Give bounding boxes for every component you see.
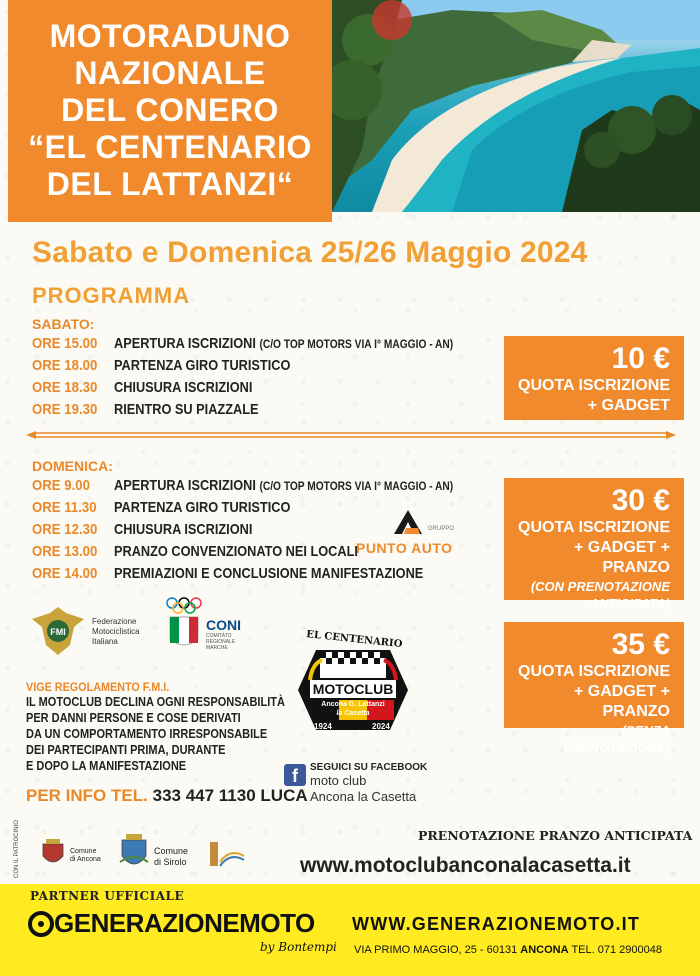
info-label: PER INFO bbox=[26, 786, 107, 805]
fmi-logo-icon bbox=[30, 605, 86, 657]
gm-address-street: VIA PRIMO MAGGIO, 25 - 60131 bbox=[354, 944, 518, 956]
facebook-line: Ancona la Casetta bbox=[310, 789, 417, 804]
section-divider bbox=[26, 430, 676, 440]
activity-note: (C/O TOP MOTORS VIA I° MAGGIO - AN) bbox=[259, 478, 454, 493]
price-label: + GADGET + PRANZO bbox=[573, 539, 670, 576]
disclaimer bbox=[26, 680, 286, 774]
schedule-activity: PARTENZA GIRO TURISTICO bbox=[114, 498, 291, 516]
price-amount: 35 € bbox=[611, 628, 670, 661]
sabato-label: SABATO: bbox=[32, 316, 95, 332]
svg-text:FMI: FMI bbox=[50, 627, 66, 637]
schedule-row bbox=[32, 376, 513, 398]
schedule-time: ORE 13.00 bbox=[32, 542, 98, 560]
fmi-line: Motociclistica bbox=[92, 627, 140, 636]
price-label: QUOTA ISCRIZIONE bbox=[518, 377, 670, 394]
price-label: + GADGET bbox=[587, 397, 670, 414]
punto-auto-logo bbox=[356, 506, 460, 565]
title-line-5: DEL LATTANZI“ bbox=[46, 166, 294, 202]
schedule-time: ORE 14.00 bbox=[32, 564, 98, 582]
coni-logo-icon bbox=[164, 595, 204, 651]
price-label: + GADGET + PRANZO bbox=[573, 683, 670, 720]
sirolo-crest-icon bbox=[118, 832, 150, 872]
gm-address-tel: TEL. 071 2900048 bbox=[571, 944, 662, 956]
disclaimer-line: DEI PARTECIPANTI PRIMA, DURANTE bbox=[26, 743, 226, 757]
schedule-time: ORE 18.00 bbox=[32, 356, 98, 374]
schedule-activity: PRANZO CONVENZIONATO NEI LOCALI bbox=[114, 542, 358, 560]
fmi-line: Italiana bbox=[92, 637, 118, 646]
price-label: QUOTA ISCRIZIONE bbox=[518, 519, 670, 536]
fmi-line: Federazione bbox=[92, 617, 137, 626]
beach-photo bbox=[332, 0, 700, 212]
facebook-head: SEGUICI SU FACEBOOK bbox=[310, 762, 428, 773]
disclaimer-line: DA UN COMPORTAMENTO IRRESPONSABILE bbox=[26, 727, 268, 741]
generazionemoto-logo bbox=[28, 908, 315, 939]
price-note: (CON PRENOTAZIONE bbox=[530, 579, 670, 594]
disclaimer-line: IL MOTOCLUB DECLINA OGNI RESPONSABILITÀ bbox=[26, 695, 285, 709]
sabato-schedule bbox=[32, 332, 513, 420]
schedule-time: ORE 9.00 bbox=[32, 476, 90, 494]
price-note: ANTICIPATA) bbox=[589, 596, 670, 611]
schedule-time: ORE 12.30 bbox=[32, 520, 98, 538]
third-logo-icon bbox=[206, 836, 246, 872]
price-amount: 30 € bbox=[611, 484, 670, 517]
comune-text: di Ancona bbox=[70, 856, 101, 863]
schedule-activity bbox=[114, 477, 453, 494]
schedule-activity bbox=[114, 335, 453, 352]
ancona-crest-icon bbox=[40, 838, 66, 868]
motoclub-sub1: Ancona G. Lattanzi bbox=[321, 701, 385, 708]
price-box-30 bbox=[504, 478, 684, 611]
schedule-activity: CHIUSURA ISCRIZIONI bbox=[114, 520, 253, 538]
event-date: Sabato e Domenica 25/26 Maggio 2024 bbox=[32, 236, 588, 269]
activity-text: APERTURA ISCRIZIONI bbox=[114, 334, 256, 352]
gm-address-city: ANCONA bbox=[520, 944, 569, 956]
schedule-activity: CHIUSURA ISCRIZIONI bbox=[114, 378, 253, 396]
comune-text: Comune bbox=[154, 846, 189, 856]
schedule-row bbox=[32, 332, 513, 354]
info-line bbox=[26, 786, 308, 806]
schedule-time: ORE 19.30 bbox=[32, 400, 98, 418]
programma-heading: PROGRAMMA bbox=[32, 283, 191, 308]
coni-sub: COMITATO bbox=[206, 633, 232, 639]
schedule-activity: PREMIAZIONI E CONCLUSIONE MANIFESTAZIONE bbox=[114, 564, 424, 582]
coni-name: CONI bbox=[206, 617, 241, 633]
motoclub-sub2: la Casetta bbox=[336, 710, 370, 717]
coni-sub: REGIONALE bbox=[206, 639, 236, 645]
gm-by: by Bontempi bbox=[260, 940, 337, 954]
schedule-activity: PARTENZA GIRO TURISTICO bbox=[114, 356, 291, 374]
fmi-text bbox=[92, 617, 140, 647]
title-line-3: DEL CONERO bbox=[61, 92, 279, 128]
punto-auto-sub: GRUPPO bbox=[428, 526, 455, 532]
motoclub-logo bbox=[292, 629, 414, 742]
schedule-time: ORE 15.00 bbox=[32, 334, 98, 352]
comune-sirolo bbox=[118, 832, 189, 877]
price-box-10 bbox=[504, 336, 684, 420]
title-line-1: MOTORADUNO bbox=[49, 18, 291, 54]
coni-sub: MARCHE bbox=[206, 645, 228, 651]
schedule-row bbox=[32, 398, 513, 420]
comune-text: Comune bbox=[70, 848, 97, 855]
schedule-time: ORE 11.30 bbox=[32, 498, 97, 516]
info-name: LUCA bbox=[260, 786, 308, 805]
schedule-row bbox=[32, 354, 513, 376]
gm-address bbox=[354, 944, 662, 956]
info-phone[interactable]: 333 447 1130 bbox=[152, 786, 256, 805]
disclaimer-line: E DOPO LA MANIFESTAZIONE bbox=[26, 759, 187, 773]
patrocinio-label: CON IL PATROCINIO bbox=[14, 820, 20, 878]
activity-note: (C/O TOP MOTORS VIA I° MAGGIO - AN) bbox=[259, 336, 454, 351]
schedule-row bbox=[32, 562, 513, 584]
gm-brand: GENERAZIONEMOTO bbox=[54, 908, 315, 938]
disclaimer-line: PER DANNI PERSONE E COSE DERIVATI bbox=[26, 711, 241, 725]
comune-text: di Sirolo bbox=[154, 857, 187, 867]
motoclub-top: EL CENTENARIO bbox=[305, 629, 403, 651]
disclaimer-head: VIGE REGOLAMENTO F.M.I. bbox=[26, 680, 170, 694]
price-note: (SENZA PRENOTAZIONE) bbox=[563, 723, 670, 755]
motoclub-year-2: 2024 bbox=[372, 722, 390, 731]
title-banner bbox=[8, 0, 332, 222]
website-link[interactable]: www.motoclubanconalacasetta.it bbox=[300, 854, 631, 877]
motoclub-year-1: 1924 bbox=[314, 722, 332, 731]
schedule-row bbox=[32, 474, 513, 496]
gm-wheel-icon bbox=[28, 911, 54, 937]
domenica-label: DOMENICA: bbox=[32, 458, 113, 474]
schedule-time: ORE 18.30 bbox=[32, 378, 98, 396]
federation-logos bbox=[30, 595, 270, 665]
price-label: QUOTA ISCRIZIONE bbox=[518, 663, 670, 680]
facebook-line: moto club bbox=[310, 773, 367, 788]
gm-website[interactable]: WWW.GENERAZIONEMOTO.IT bbox=[352, 914, 641, 934]
activity-text: APERTURA ISCRIZIONI bbox=[114, 476, 256, 494]
title-line-4: “EL CENTENARIO bbox=[28, 129, 312, 165]
schedule-activity: RIENTRO SU PIAZZALE bbox=[114, 400, 259, 418]
partner-label: PARTNER UFFICIALE bbox=[30, 889, 185, 903]
beach-illustration bbox=[332, 0, 700, 212]
coni-text bbox=[206, 617, 241, 651]
prenotazione-label: PRENOTAZIONE PRANZO ANTICIPATA bbox=[418, 828, 693, 843]
title-line-2: NAZIONALE bbox=[74, 55, 266, 91]
motoclub-name: MOTOCLUB bbox=[312, 681, 394, 697]
price-amount: 10 € bbox=[611, 342, 670, 375]
price-box-35 bbox=[504, 622, 684, 755]
info-tel-label: TEL. bbox=[111, 786, 148, 805]
punto-auto-brand: PUNTO AUTO bbox=[356, 540, 453, 556]
facebook-icon: f bbox=[284, 764, 306, 786]
comune-ancona bbox=[40, 838, 101, 873]
